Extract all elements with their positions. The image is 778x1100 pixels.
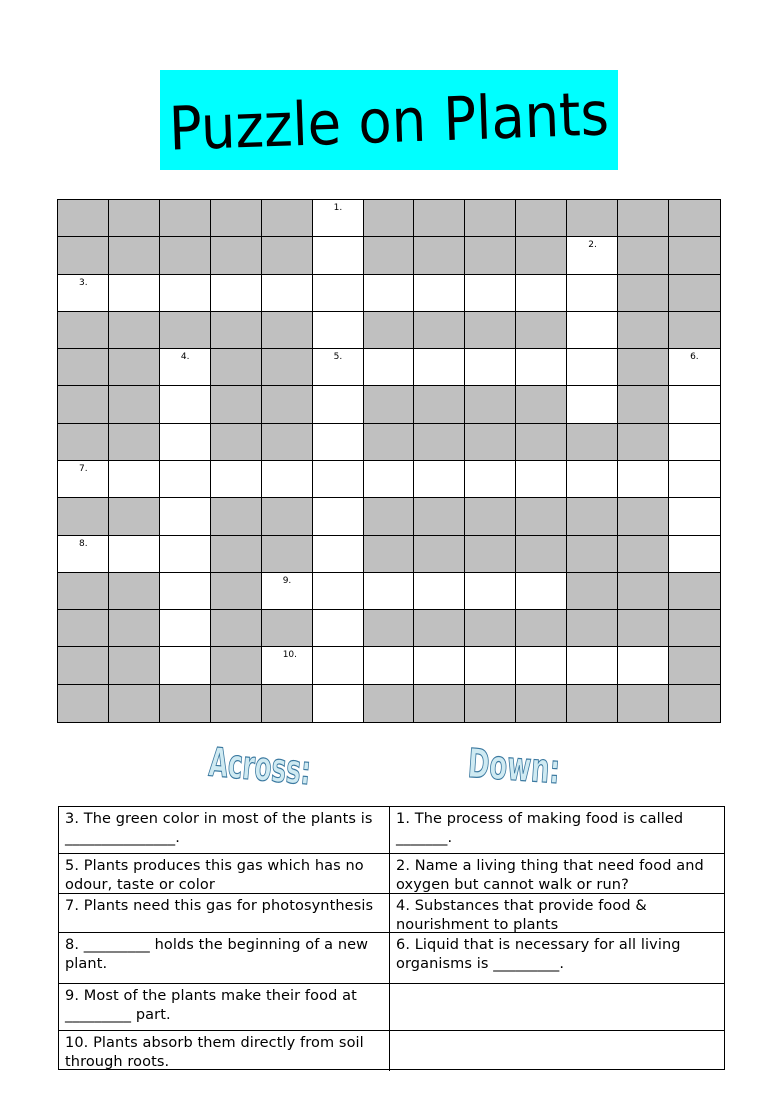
- clue-down-2: 2. Name a living thing that need food and oxygen but cannot walk or run?: [390, 854, 724, 894]
- blocked-cell: [567, 498, 618, 535]
- crossword-cell[interactable]: [465, 461, 516, 498]
- blocked-cell: [109, 498, 160, 535]
- clue-across-8: 8. _________ holds the beginning of a new plant.: [59, 933, 390, 984]
- blocked-cell: [211, 312, 262, 349]
- crossword-cell[interactable]: [669, 424, 720, 461]
- blocked-cell: [211, 685, 262, 722]
- crossword-cell[interactable]: [160, 573, 211, 610]
- blocked-cell: [516, 200, 567, 237]
- blocked-cell: [364, 536, 415, 573]
- blocked-cell: [465, 312, 516, 349]
- blocked-cell: [109, 424, 160, 461]
- blocked-cell: [516, 536, 567, 573]
- clue-number: 3.: [79, 277, 88, 288]
- blocked-cell: [465, 498, 516, 535]
- clue-number: 4.: [180, 352, 190, 363]
- crossword-cell[interactable]: [262, 461, 313, 498]
- crossword-cell[interactable]: [160, 536, 211, 573]
- blocked-cell: [58, 573, 109, 610]
- crossword-cell[interactable]: [414, 349, 465, 386]
- crossword-cell[interactable]: [567, 461, 618, 498]
- clue-down-6: 6. Liquid that is necessary for all living organisms is _________.: [390, 933, 724, 984]
- blocked-cell: [262, 349, 313, 386]
- crossword-cell[interactable]: [567, 237, 618, 274]
- clue-across-5: 5. Plants produces this gas which has no odour, taste or color: [59, 854, 390, 894]
- blocked-cell: [160, 237, 211, 274]
- clue-number: 7.: [79, 463, 88, 474]
- blocked-cell: [262, 200, 313, 237]
- blocked-cell: [364, 424, 415, 461]
- crossword-cell[interactable]: [160, 349, 211, 386]
- clue-number: 5.: [333, 352, 343, 363]
- crossword-cell[interactable]: [211, 461, 262, 498]
- blocked-cell: [669, 312, 720, 349]
- blocked-cell: [516, 498, 567, 535]
- blocked-cell: [465, 685, 516, 722]
- crossword-cell[interactable]: [414, 647, 465, 684]
- blocked-cell: [211, 237, 262, 274]
- blocked-cell: [465, 424, 516, 461]
- clue-number: 10.: [282, 650, 298, 661]
- blocked-cell: [414, 386, 465, 423]
- blocked-cell: [262, 424, 313, 461]
- blocked-cell: [109, 349, 160, 386]
- clue-number: 6.: [690, 352, 699, 363]
- blocked-cell: [618, 312, 669, 349]
- blocked-cell: [669, 685, 720, 722]
- blocked-cell: [618, 610, 669, 647]
- blocked-cell: [414, 610, 465, 647]
- crossword-cell[interactable]: [109, 461, 160, 498]
- crossword-cell[interactable]: [669, 349, 720, 386]
- clue-down-empty-1: [390, 984, 724, 1031]
- blocked-cell: [211, 349, 262, 386]
- blocked-cell: [465, 237, 516, 274]
- blocked-cell: [262, 386, 313, 423]
- blocked-cell: [618, 498, 669, 535]
- blocked-cell: [567, 536, 618, 573]
- blocked-cell: [211, 498, 262, 535]
- crossword-cell[interactable]: [465, 647, 516, 684]
- blocked-cell: [262, 685, 313, 722]
- crossword-cell[interactable]: [313, 312, 364, 349]
- blocked-cell: [58, 312, 109, 349]
- blocked-cell: [160, 685, 211, 722]
- blocked-cell: [58, 237, 109, 274]
- blocked-cell: [669, 573, 720, 610]
- crossword-cell[interactable]: [516, 461, 567, 498]
- blocked-cell: [211, 386, 262, 423]
- blocked-cell: [618, 573, 669, 610]
- clue-down-4: 4. Substances that provide food & nourishment to plants: [390, 894, 724, 933]
- crossword-cell[interactable]: [516, 647, 567, 684]
- blocked-cell: [364, 200, 415, 237]
- blocked-cell: [516, 312, 567, 349]
- crossword-cell[interactable]: [313, 573, 364, 610]
- crossword-cell[interactable]: [313, 386, 364, 423]
- blocked-cell: [414, 237, 465, 274]
- clue-across-9: 9. Most of the plants make their food at _________ part.: [59, 984, 390, 1031]
- crossword-cell[interactable]: [160, 386, 211, 423]
- crossword-cell[interactable]: [313, 349, 364, 386]
- across-heading-text: Across:: [207, 739, 376, 800]
- blocked-cell: [364, 312, 415, 349]
- blocked-cell: [618, 237, 669, 274]
- blocked-cell: [669, 647, 720, 684]
- down-heading-text: Down:: [466, 740, 612, 797]
- page-title-text: Puzzle on Plants: [167, 77, 656, 165]
- blocked-cell: [262, 536, 313, 573]
- crossword-cell[interactable]: [567, 275, 618, 312]
- clue-across-7: 7. Plants need this gas for photosynthesis: [59, 894, 390, 933]
- blocked-cell: [465, 536, 516, 573]
- blocked-cell: [58, 610, 109, 647]
- crossword-cell[interactable]: [160, 647, 211, 684]
- blocked-cell: [364, 237, 415, 274]
- crossword-cell[interactable]: [262, 647, 313, 684]
- crossword-cell[interactable]: [313, 536, 364, 573]
- blocked-cell: [567, 200, 618, 237]
- crossword-cell[interactable]: [414, 573, 465, 610]
- crossword-cell[interactable]: [160, 275, 211, 312]
- crossword-cell[interactable]: [567, 386, 618, 423]
- blocked-cell: [160, 200, 211, 237]
- clue-down-1: 1. The process of making food is called _______.: [390, 807, 724, 854]
- blocked-cell: [364, 685, 415, 722]
- blocked-cell: [567, 685, 618, 722]
- crossword-cell[interactable]: [618, 647, 669, 684]
- crossword-cell[interactable]: [313, 685, 364, 722]
- crossword-cell[interactable]: [262, 573, 313, 610]
- blocked-cell: [364, 610, 415, 647]
- blocked-cell: [211, 610, 262, 647]
- clue-number: 1.: [333, 203, 343, 213]
- crossword-cell[interactable]: [109, 536, 160, 573]
- blocked-cell: [262, 312, 313, 349]
- blocked-cell: [109, 386, 160, 423]
- blocked-cell: [465, 200, 516, 237]
- blocked-cell: [58, 498, 109, 535]
- crossword-cell[interactable]: [160, 461, 211, 498]
- blocked-cell: [669, 275, 720, 312]
- blocked-cell: [414, 685, 465, 722]
- blocked-cell: [58, 386, 109, 423]
- crossword-cell[interactable]: [211, 275, 262, 312]
- blocked-cell: [465, 386, 516, 423]
- crossword-cell[interactable]: [516, 573, 567, 610]
- crossword-cell[interactable]: [109, 275, 160, 312]
- crossword-cell[interactable]: [567, 647, 618, 684]
- blocked-cell: [211, 647, 262, 684]
- crossword-cell[interactable]: [160, 424, 211, 461]
- crossword-cell[interactable]: [313, 424, 364, 461]
- crossword-cell[interactable]: [567, 312, 618, 349]
- page-title: [160, 70, 656, 170]
- blocked-cell: [516, 386, 567, 423]
- blocked-cell: [618, 200, 669, 237]
- blocked-cell: [58, 647, 109, 684]
- clue-number: 2.: [588, 240, 597, 251]
- blocked-cell: [109, 237, 160, 274]
- blocked-cell: [516, 424, 567, 461]
- crossword-cell[interactable]: [364, 349, 415, 386]
- blocked-cell: [516, 610, 567, 647]
- across-heading: [205, 736, 376, 800]
- blocked-cell: [618, 349, 669, 386]
- blocked-cell: [109, 312, 160, 349]
- blocked-cell: [465, 610, 516, 647]
- blocked-cell: [669, 610, 720, 647]
- blocked-cell: [414, 312, 465, 349]
- blocked-cell: [262, 237, 313, 274]
- blocked-cell: [58, 349, 109, 386]
- blocked-cell: [211, 536, 262, 573]
- crossword-cell[interactable]: [313, 647, 364, 684]
- blocked-cell: [211, 200, 262, 237]
- crossword-cell[interactable]: [160, 610, 211, 647]
- title-banner: [160, 70, 656, 170]
- crossword-cell[interactable]: [364, 647, 415, 684]
- blocked-cell: [160, 312, 211, 349]
- crossword-cell[interactable]: [262, 275, 313, 312]
- crossword-cell[interactable]: [313, 200, 364, 237]
- blocked-cell: [109, 200, 160, 237]
- clue-number: 9.: [282, 575, 292, 586]
- crossword-cell[interactable]: [516, 349, 567, 386]
- crossword-cell[interactable]: [414, 461, 465, 498]
- crossword-cell[interactable]: [669, 461, 720, 498]
- blocked-cell: [618, 424, 669, 461]
- blocked-cell: [414, 424, 465, 461]
- blocked-cell: [364, 386, 415, 423]
- blocked-cell: [262, 498, 313, 535]
- blocked-cell: [58, 200, 109, 237]
- crossword-cell[interactable]: [364, 275, 415, 312]
- crossword-cell[interactable]: [618, 461, 669, 498]
- blocked-cell: [109, 685, 160, 722]
- blocked-cell: [669, 200, 720, 237]
- blocked-cell: [109, 573, 160, 610]
- blocked-cell: [211, 573, 262, 610]
- blocked-cell: [516, 685, 567, 722]
- crossword-cell[interactable]: [364, 573, 415, 610]
- crossword-cell[interactable]: [465, 349, 516, 386]
- crossword-cell[interactable]: [58, 536, 109, 573]
- blocked-cell: [516, 237, 567, 274]
- crossword-cell[interactable]: [313, 237, 364, 274]
- blocked-cell: [414, 200, 465, 237]
- clue-across-10: 10. Plants absorb them directly from soil through roots.: [59, 1031, 390, 1071]
- blocked-cell: [669, 237, 720, 274]
- crossword-cell[interactable]: [516, 275, 567, 312]
- blocked-cell: [618, 386, 669, 423]
- blocked-cell: [109, 610, 160, 647]
- crossword-cell[interactable]: [313, 461, 364, 498]
- blocked-cell: [364, 498, 415, 535]
- blocked-cell: [211, 424, 262, 461]
- blocked-cell: [58, 685, 109, 722]
- crossword-cell[interactable]: [669, 498, 720, 535]
- crossword-cell[interactable]: [465, 573, 516, 610]
- blocked-cell: [262, 610, 313, 647]
- crossword-cell[interactable]: [465, 275, 516, 312]
- crossword-cell[interactable]: [313, 275, 364, 312]
- crossword-cell[interactable]: [567, 349, 618, 386]
- crossword-cell[interactable]: [313, 610, 364, 647]
- crossword-cell[interactable]: [669, 386, 720, 423]
- crossword-cell[interactable]: [414, 275, 465, 312]
- clue-down-empty-2: [390, 1031, 724, 1071]
- blocked-cell: [618, 275, 669, 312]
- crossword-cell[interactable]: [313, 498, 364, 535]
- blocked-cell: [567, 573, 618, 610]
- blocked-cell: [58, 424, 109, 461]
- blocked-cell: [109, 647, 160, 684]
- crossword-cell[interactable]: [58, 461, 109, 498]
- crossword-cell[interactable]: [669, 536, 720, 573]
- blocked-cell: [567, 424, 618, 461]
- crossword-cell[interactable]: [364, 461, 415, 498]
- clues-table: [58, 806, 725, 1070]
- blocked-cell: [618, 536, 669, 573]
- crossword-grid: [57, 199, 721, 723]
- blocked-cell: [567, 610, 618, 647]
- crossword-cell[interactable]: [58, 275, 109, 312]
- clue-across-3: 3. The green color in most of the plants is _______________.: [59, 807, 390, 854]
- blocked-cell: [618, 685, 669, 722]
- down-heading: [464, 736, 612, 797]
- blocked-cell: [414, 498, 465, 535]
- blocked-cell: [414, 536, 465, 573]
- crossword-cell[interactable]: [160, 498, 211, 535]
- clue-number: 8.: [79, 538, 88, 549]
